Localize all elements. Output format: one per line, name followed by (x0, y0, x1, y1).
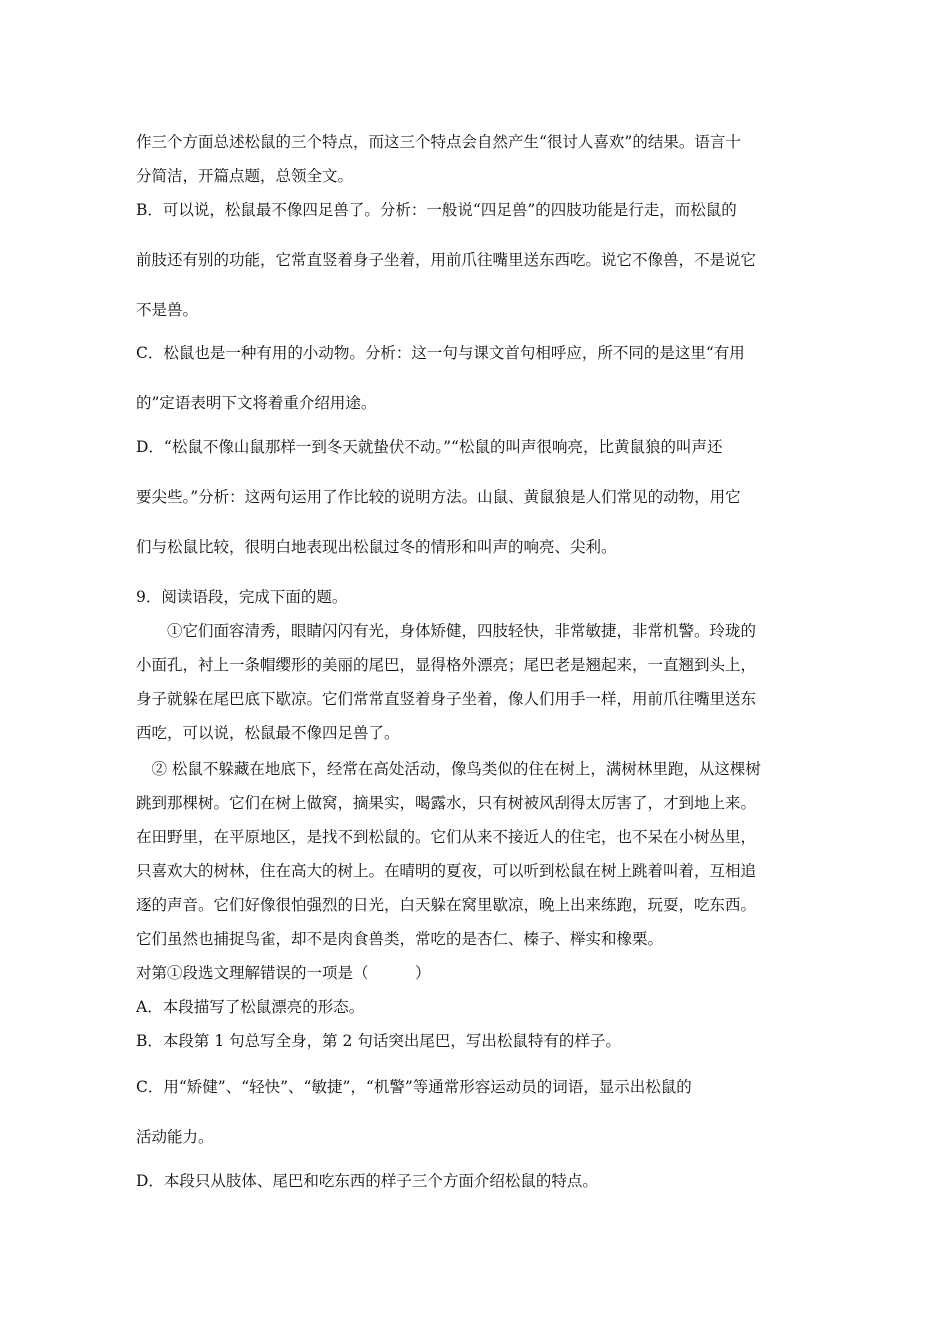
option-b-line-1: B．可以说，松鼠最不像四足兽了。分析：一般说“四足兽”的四肢功能是行走，而松鼠的 (136, 201, 737, 219)
answer-option-b: B．本段第 1 句总写全身，第 2 句话突出尾巴，写出松鼠特有的样子。 (136, 1032, 621, 1050)
option-b-line-3: 不是兽。 (136, 301, 199, 319)
answer-option-a: A．本段描写了松鼠漂亮的形态。 (136, 998, 365, 1016)
passage-para-1-line-1: ①它们面容清秀，眼睛闪闪有光，身体矫健，四肢轻快，非常敏捷，非常机警。玲珑的 (136, 622, 757, 640)
passage-para-1-line-2: 小面孔，衬上一条帽缨形的美丽的尾巴，显得格外漂亮；尾巴老是翘起来，一直翘到头上， (136, 656, 757, 674)
option-d-line-3: 们与松鼠比较，很明白地表现出松鼠过冬的情形和叫声的响亮、尖利。 (136, 538, 617, 556)
passage-para-2-line-4: 只喜欢大的树林，住在高大的树上。在晴明的夏夜，可以听到松鼠在树上跳着叫着，互相追 (136, 862, 757, 880)
passage-para-1-line-4: 西吃，可以说，松鼠最不像四足兽了。 (136, 724, 400, 742)
question-prompt: 对第①段选文理解错误的一项是（ ） (136, 964, 431, 982)
text-line-2: 分简洁，开篇点题，总领全文。 (136, 167, 354, 185)
option-b-line-2: 前肢还有别的功能，它常直竖着身子坐着，用前爪往嘴里送东西吃。说它不像兽，不是说它 (136, 251, 757, 269)
option-c-line-1: C．松鼠也是一种有用的小动物。分析：这一句与课文首句相呼应，所不同的是这里“有用 (136, 344, 745, 362)
passage-para-2-line-3: 在田野里，在平原地区，是找不到松鼠的。它们从来不接近人的住宅，也不呆在小树丛里， (136, 828, 757, 846)
question-9-heading: 9．阅读语段，完成下面的题。 (136, 588, 348, 606)
answer-option-d: D．本段只从肢体、尾巴和吃东西的样子三个方面介绍松鼠的特点。 (136, 1172, 598, 1190)
answer-option-c-line-2: 活动能力。 (136, 1128, 214, 1146)
option-d-line-2: 要尖些。”分析：这两句运用了作比较的说明方法。山鼠、黄鼠狼是人们常见的动物，用它 (136, 488, 741, 506)
option-c-line-2: 的”定语表明下文将着重介绍用途。 (136, 394, 377, 412)
answer-option-c-line-1: C．用“矫健”、“轻快”、“敏捷”，“机警”等通常形容运动员的词语，显示出松鼠的 (136, 1078, 692, 1096)
passage-para-2-line-2: 跳到那棵树。它们在树上做窝，摘果实，喝露水，只有树被风刮得太厉害了，才到地上来。 (136, 794, 757, 812)
passage-para-2-line-1: ② 松鼠不躲藏在地底下，经常在高处活动，像鸟类似的住在树上，满树林里跑，从这棵树 (136, 760, 761, 778)
passage-para-2-line-5: 逐的声音。它们好像很怕强烈的日光，白天躲在窝里歇凉，晚上出来练跑，玩耍，吃东西。 (136, 896, 757, 914)
passage-para-2-line-6: 它们虽然也捕捉鸟雀，却不是肉食兽类，常吃的是杏仁、榛子、榉实和橡栗。 (136, 930, 664, 948)
option-d-line-1: D．“松鼠不像山鼠那样一到冬天就蛰伏不动。”“松鼠的叫声很响亮，比黄鼠狼的叫声还 (136, 438, 723, 456)
passage-para-1-line-3: 身子就躲在尾巴底下歇凉。它们常常直竖着身子坐着，像人们用手一样，用前爪往嘴里送东 (136, 690, 757, 708)
text-line-1: 作三个方面总述松鼠的三个特点，而这三个特点会自然产生“很讨人喜欢”的结果。语言十 (136, 133, 741, 151)
